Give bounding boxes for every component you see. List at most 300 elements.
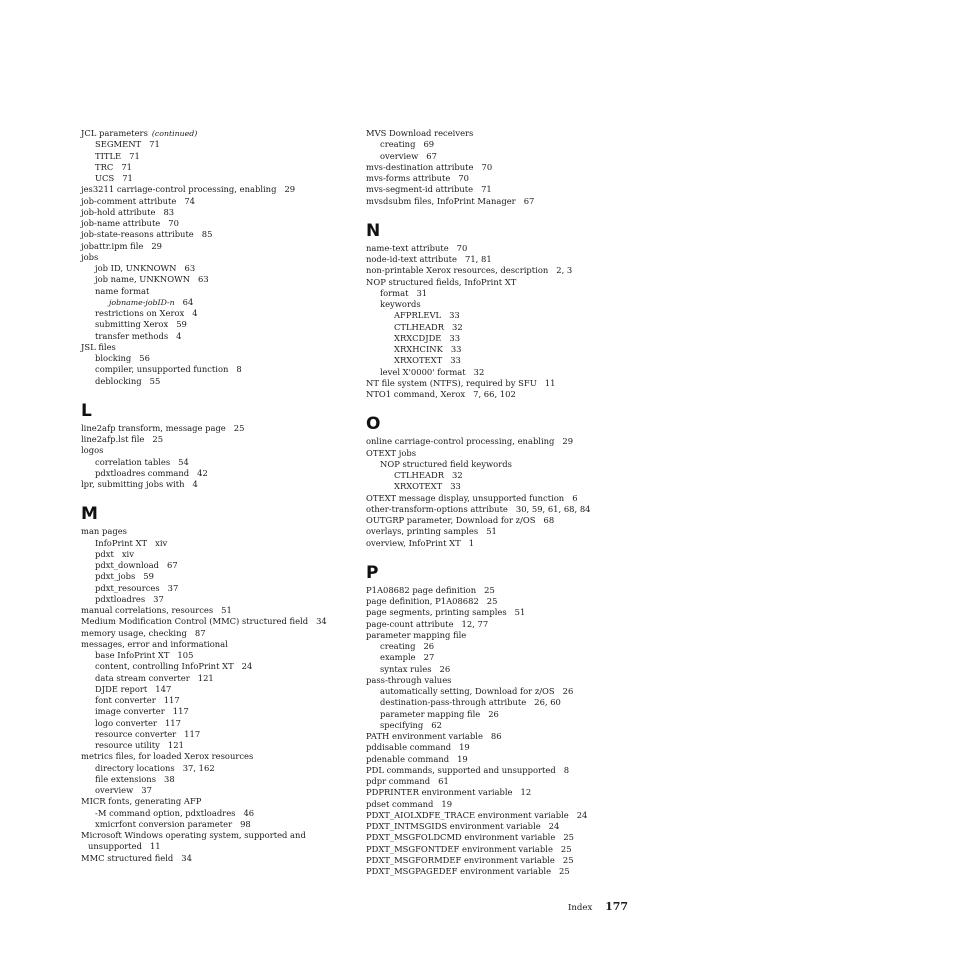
page-reference: 67 [523, 195, 535, 206]
index-entry [366, 310, 616, 321]
index-term: overlays, printing samples [366, 526, 479, 537]
index-term: P1A08682 page definition [366, 584, 477, 595]
index-letter-heading: L [81, 400, 92, 421]
index-entry [81, 605, 351, 616]
index-entry [81, 196, 351, 207]
index-term: overview [380, 150, 419, 161]
index-term: jobs [81, 251, 99, 262]
page-reference: 29 [284, 184, 296, 195]
index-entry [366, 630, 616, 641]
index-term: memory usage, checking [81, 627, 187, 638]
page-reference: 25 [560, 843, 572, 854]
index-entry [366, 196, 616, 207]
index-entry [81, 526, 351, 537]
index-term: pdset command [366, 798, 434, 809]
index-entry [81, 162, 351, 173]
page-reference: 19 [457, 753, 468, 764]
index-entry [366, 448, 616, 459]
index-term: MICR fonts, generating AFP [81, 796, 202, 807]
page-reference: 6 [572, 492, 578, 503]
index-entry [366, 243, 616, 254]
index-term: DJDE report [95, 683, 148, 694]
index-term: job-hold attribute [81, 206, 156, 217]
index-entry [366, 128, 616, 139]
index-term: job-comment attribute [81, 195, 177, 206]
page-reference: 105 [177, 650, 194, 660]
page-reference: 71 [129, 150, 140, 161]
index-term: content, controlling InfoPrint XT [95, 661, 234, 672]
index-term: MMC structured field [81, 852, 174, 863]
index-term: submitting Xerox [95, 319, 169, 330]
index-entry [366, 731, 616, 742]
index-term: metrics files, for loaded Xerox resources [81, 751, 254, 762]
index-column-right [366, 128, 616, 877]
index-entry [366, 173, 616, 184]
index-entry [81, 445, 351, 456]
index-term: pdxt_resources [95, 582, 160, 593]
page-reference: 68 [543, 515, 555, 525]
index-entry [81, 479, 351, 490]
index-entry [81, 139, 351, 150]
index-entry [81, 594, 351, 605]
index-entry [366, 742, 616, 753]
index-term: format [380, 287, 409, 298]
index-term: name format [95, 285, 150, 296]
index-entry [81, 468, 351, 479]
index-entry [81, 308, 351, 319]
page-reference: 34 [316, 616, 327, 627]
page-reference: 121 [197, 672, 214, 683]
page-reference: 83 [163, 206, 175, 217]
page-reference: 27 [423, 652, 435, 663]
index-entry [81, 319, 351, 330]
index-column-left [81, 128, 351, 864]
index-entry [81, 128, 351, 139]
index-entry [366, 470, 616, 481]
index-term: resource converter [95, 728, 177, 739]
page-reference: 59 [143, 571, 154, 582]
index-term: pass-through values [366, 674, 452, 685]
index-term: base InfoPrint XT [95, 650, 170, 660]
index-entry [366, 776, 616, 787]
index-entry [81, 434, 351, 445]
page-reference: 117 [163, 695, 180, 705]
index-letter-heading: O [366, 414, 381, 435]
index-term: job name, UNKNOWN [95, 274, 191, 285]
index-term: non-printable Xerox resources, description [366, 265, 549, 276]
index-entry [81, 785, 351, 796]
page-reference: 12 [520, 787, 532, 798]
index-entry [81, 207, 351, 218]
page-reference: 24 [548, 821, 560, 831]
index-entry [81, 661, 351, 672]
page-reference: 25 [233, 422, 245, 433]
index-term: XRXOTEXT [394, 355, 443, 366]
page-reference: 37 [167, 582, 179, 593]
index-entry [366, 596, 616, 607]
index-entry [366, 754, 616, 765]
index-term: NOP structured fields, InfoPrint XT [366, 276, 517, 287]
index-term: MVS Download receivers [366, 128, 474, 138]
index-term: jes3211 carriage-control processing, enabling [81, 184, 277, 195]
index-term: file extensions [95, 773, 156, 784]
index-entry [366, 389, 616, 400]
page-number: 177 [605, 900, 629, 913]
page-reference: 25 [486, 596, 498, 606]
index-term: InfoPrint XT [95, 537, 148, 548]
index-entry [81, 718, 351, 729]
index-term: overview [95, 785, 134, 795]
index-term: logo converter [95, 717, 157, 728]
index-term: node-id-text attribute [366, 254, 458, 264]
page-reference: 71 [149, 139, 160, 150]
page-reference: 33 [449, 310, 460, 321]
page-reference: 42 [197, 467, 208, 478]
page-reference: 46 [243, 807, 255, 818]
index-term: OUTGRP parameter, Download for z/OS [366, 515, 536, 525]
page-reference: 54 [178, 456, 189, 467]
page-reference: 71, 81 [465, 254, 492, 264]
index-entry [81, 297, 351, 308]
index-term: level X'0000' format [380, 366, 466, 377]
page-reference: 37 [141, 785, 152, 795]
index-term: line2afp transform, message page [81, 422, 226, 433]
index-letter-heading: P [366, 562, 379, 583]
page-reference: 26, 60 [534, 697, 561, 708]
page-reference: 19 [459, 742, 470, 753]
index-term: creating [380, 641, 416, 651]
page-reference: 63 [184, 263, 196, 273]
index-entry [366, 355, 616, 366]
page-reference: 37 [153, 593, 164, 604]
page-reference: 56 [139, 353, 150, 363]
page-reference: 98 [240, 818, 251, 829]
index-entry [81, 538, 351, 549]
index-term: PDL commands, supported and unsupported [366, 764, 556, 775]
footer-label: Index [568, 903, 593, 913]
page-reference: 7, 66, 102 [473, 389, 516, 399]
index-entry [366, 855, 616, 866]
index-term: font converter [95, 695, 156, 705]
index-entry [366, 652, 616, 663]
index-entry [366, 538, 616, 549]
index-term: PDXT_MSGFOLDCMD environment variable [366, 832, 556, 843]
index-entry [81, 252, 351, 263]
continued-label: (continued) [151, 129, 198, 138]
page-reference: 25 [152, 434, 164, 444]
index-entry [366, 765, 616, 776]
index-entry [366, 787, 616, 798]
index-term: page definition, P1A08682 [366, 596, 479, 606]
index-entry [81, 628, 351, 639]
index-term: Microsoft Windows operating system, supported and unsupported [81, 830, 306, 852]
index-entry [366, 664, 616, 675]
index-term: AFPRLEVL [394, 310, 442, 321]
page-reference: 26 [423, 641, 435, 651]
page-reference: 4 [192, 308, 198, 318]
index-term: SEGMENT [95, 139, 142, 150]
index-entry [366, 686, 616, 697]
index-entry [366, 378, 616, 389]
page-reference: 25 [563, 832, 574, 843]
page-reference: 117 [164, 717, 181, 728]
index-term: pdxt_jobs [95, 571, 136, 582]
page-reference: 26 [562, 686, 574, 696]
index-term: restrictions on Xerox [95, 308, 185, 318]
index-entry [366, 265, 616, 276]
index-entry [366, 436, 616, 447]
index-entry [366, 322, 616, 333]
page-reference: 70 [456, 242, 468, 253]
index-term: page segments, printing samples [366, 607, 507, 618]
index-term: PDXT_MSGFONTDEF environment variable [366, 843, 553, 854]
index-entry [81, 853, 351, 864]
index-entry [81, 229, 351, 240]
page-reference: 32 [452, 470, 463, 480]
index-term: -M command option, pdxtloadres [95, 807, 236, 818]
index-term: lpr, submitting jobs with [81, 479, 185, 489]
index-term: pddisable command [366, 742, 452, 753]
page-reference: 147 [155, 683, 172, 694]
index-term: manual correlations, resources [81, 605, 214, 615]
index-term: PDXT_AIOLXDFE_TRACE environment variable [366, 809, 569, 820]
index-term: job-name attribute [81, 218, 161, 228]
index-entry [81, 184, 351, 195]
index-term: man pages [81, 526, 127, 537]
index-term: example [380, 652, 416, 663]
page-reference: 51 [221, 605, 232, 615]
index-entry [366, 515, 616, 526]
page-reference: 51 [486, 526, 497, 537]
index-term: pdxt [95, 548, 114, 559]
index-entry [366, 504, 616, 515]
index-entry [81, 650, 351, 661]
index-entry [81, 549, 351, 560]
index-term: JCL parameters [81, 128, 148, 138]
index-entry [81, 695, 351, 706]
index-entry [81, 706, 351, 717]
index-term: logos [81, 445, 104, 456]
index-entry [366, 709, 616, 720]
page-reference: 11 [544, 377, 556, 388]
index-entry [81, 173, 351, 184]
page-reference: 32 [473, 366, 485, 377]
index-term: creating [380, 139, 416, 150]
index-term: image converter [95, 706, 165, 717]
index-entry [366, 299, 616, 310]
index-entry [81, 342, 351, 353]
index-entry [81, 774, 351, 785]
index-entry [81, 457, 351, 468]
index-term: destination-pass-through attribute [380, 697, 527, 708]
page-reference: 117 [172, 706, 189, 717]
page-reference: 85 [201, 229, 213, 240]
index-entry [366, 619, 616, 630]
index-entry [81, 796, 351, 807]
index-entry [81, 353, 351, 364]
page-reference: 26 [439, 663, 451, 674]
page-reference: 33 [449, 332, 461, 343]
index-term: syntax rules [380, 663, 432, 674]
page-reference: 37, 162 [182, 762, 215, 773]
page-reference: 29 [562, 436, 574, 447]
index-entry [366, 641, 616, 652]
page-reference: 24 [241, 661, 253, 672]
index-entry [366, 254, 616, 265]
page-reference: 62 [431, 719, 442, 730]
page-reference: 117 [184, 728, 201, 739]
index-term: pdenable command [366, 753, 450, 764]
page-reference: 71 [481, 184, 492, 195]
index-term: automatically setting, Download for z/OS [380, 686, 555, 696]
page-reference: 30, 59, 61, 68, 84 [515, 503, 591, 514]
index-term: XRXOTEXT [394, 481, 443, 492]
index-term: keywords [380, 299, 421, 309]
index-term: OTEXT message display, unsupported function [366, 492, 565, 503]
index-entry [366, 288, 616, 299]
page-reference: 71 [121, 161, 132, 172]
index-letter-heading: M [81, 504, 98, 525]
page-reference: 59 [176, 319, 187, 330]
index-term: mvsdsubm files, InfoPrint Manager [366, 195, 516, 206]
page-reference: 26 [488, 708, 499, 719]
index-term: PATH environment variable [366, 731, 483, 741]
index-entry [81, 241, 351, 252]
page-reference: 4 [176, 330, 182, 341]
index-term: specifying [380, 719, 424, 730]
index-term: correlation tables [95, 456, 171, 467]
index-entry [366, 697, 616, 708]
page-reference: 25 [559, 866, 570, 876]
index-entry [81, 364, 351, 375]
page-reference: 8 [563, 764, 570, 775]
page-reference: 2, 3 [556, 265, 573, 276]
index-term: PDXT_MSGPAGEDEF environment variable [366, 866, 552, 876]
index-entry [81, 331, 351, 342]
index-term: PDXT_INTMSGIDS environment variable [366, 821, 541, 831]
index-term: XRXCDJDE [394, 332, 442, 343]
index-entry [366, 585, 616, 596]
page-reference: 67 [426, 150, 437, 161]
index-entry [81, 819, 351, 830]
index-term: name-text attribute [366, 242, 449, 253]
page-reference: xiv [121, 548, 134, 559]
index-term: transfer methods [95, 330, 169, 341]
index-entry [366, 139, 616, 150]
page-reference: 12, 77 [461, 618, 489, 629]
index-entry [366, 481, 616, 492]
index-term: other-transform-options attribute [366, 503, 508, 514]
page-reference: xiv [155, 537, 168, 548]
page-reference: 67 [167, 560, 178, 570]
index-term: UCS [95, 173, 115, 183]
page-reference: 70 [458, 173, 470, 183]
page-reference: 121 [167, 740, 184, 750]
index-entry [366, 526, 616, 537]
index-term: job-state-reasons attribute [81, 229, 194, 240]
index-term: directory locations [95, 762, 175, 773]
page-reference: 24 [576, 809, 588, 820]
index-term: line2afp.lst file [81, 434, 145, 444]
index-entry [366, 607, 616, 618]
index-entry [366, 810, 616, 821]
index-term: NOP structured field keywords [380, 458, 512, 469]
index-term: job ID, UNKNOWN [95, 263, 177, 273]
index-entry [81, 673, 351, 684]
index-entry [366, 184, 616, 195]
index-term: pdxt_download [95, 560, 160, 570]
index-term: deblocking [95, 375, 142, 386]
index-entry [366, 277, 616, 288]
index-term: compiler, unsupported function [95, 364, 229, 375]
page-reference: 29 [151, 240, 163, 251]
page-reference: 1 [468, 537, 475, 548]
index-entry [81, 151, 351, 162]
page-reference: 11 [149, 841, 161, 852]
page-reference: 70 [168, 218, 179, 228]
index-term: jobattr.ipm file [81, 240, 144, 251]
index-entry [81, 376, 351, 387]
page-reference: 19 [441, 798, 453, 809]
index-term: JSL files [81, 341, 116, 352]
page-reference: 25 [484, 584, 495, 595]
page-reference: 74 [184, 195, 195, 206]
page-reference: 61 [438, 776, 449, 786]
index-term: TRC [95, 161, 114, 172]
page-reference: 55 [149, 375, 161, 386]
index-entry [81, 423, 351, 434]
page-reference: 71 [122, 173, 133, 183]
index-term: mvs-forms attribute [366, 173, 451, 183]
page-footer [568, 900, 628, 913]
index-entry [81, 571, 351, 582]
index-term: PDXT_MSGFORMDEF environment variable [366, 854, 555, 865]
index-term: mvs-segment-id attribute [366, 184, 474, 195]
page-reference: 86 [490, 731, 502, 741]
page-reference: 51 [514, 607, 526, 618]
index-entry [366, 367, 616, 378]
index-entry [81, 583, 351, 594]
index-entry [366, 866, 616, 877]
page-reference: 8 [236, 364, 242, 375]
index-term: online carriage-control processing, enabling [366, 436, 555, 447]
index-entry [81, 616, 351, 627]
index-entry [81, 684, 351, 695]
index-entry [366, 720, 616, 731]
index-term: jobname-jobID-n [109, 297, 175, 307]
index-entry [366, 151, 616, 162]
page-reference: 33 [450, 355, 461, 366]
index-term: CTLHEADR [394, 321, 445, 332]
page-reference: 31 [416, 287, 428, 298]
index-term: pdxtloadres command [95, 467, 190, 478]
page-reference: 34 [181, 852, 192, 863]
index-entry [366, 459, 616, 470]
index-term: pdxtloadres [95, 593, 146, 604]
index-term: messages, error and informational [81, 638, 228, 649]
index-term: parameter mapping file [380, 708, 481, 719]
index-entry [81, 560, 351, 571]
index-term: page-count attribute [366, 618, 454, 629]
index-term: Medium Modification Control (MMC) structured field [81, 616, 309, 627]
index-term: XRXHCINK [394, 344, 443, 354]
index-term: mvs-destination attribute [366, 161, 474, 172]
index-entry [81, 729, 351, 740]
index-entry [366, 844, 616, 855]
index-entry [81, 808, 351, 819]
index-term: parameter mapping file [366, 629, 467, 640]
index-term: xmicrfont conversion parameter [95, 818, 233, 829]
